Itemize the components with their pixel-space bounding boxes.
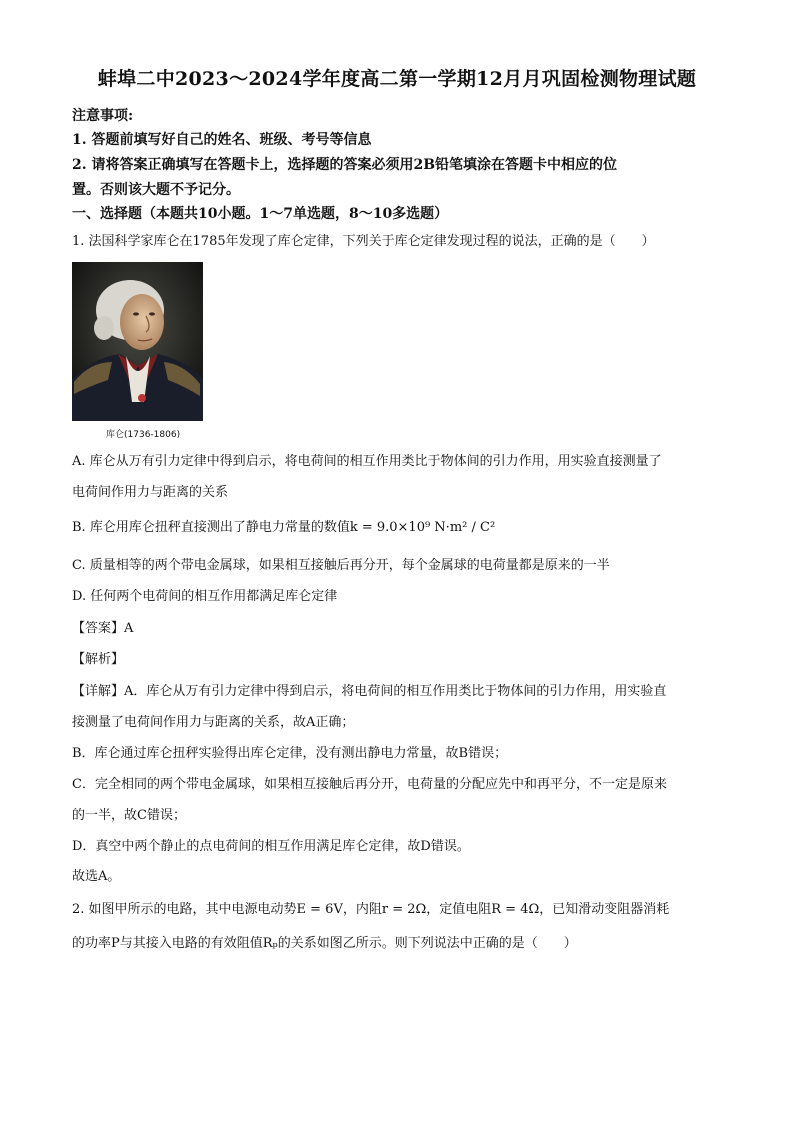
page-title: 蚌埠二中2023～2024学年度高二第一学期12月月巩固检测物理试题 [97,68,697,90]
question-2-line-1: 2. 如图甲所示的电路，其中电源电动势E = 6V，内阻r = 2Ω，定值电阻R = 4Ω，已知滑动变阻器消耗 [72,902,670,917]
question-1-option-a-line-2: 电荷间作用力与距离的关系 [72,485,229,500]
detail-line-5: 的一半，故C错误； [72,808,186,823]
conclusion: 故选A。 [72,869,121,884]
question-1-stem: 1. 法国科学家库仑在1785年发现了库仑定律，下列关于库仑定律发现过程的说法，正确的是（ ） [72,234,655,249]
detail-line-2: 接测量了电荷间作用力与距离的关系，故A正确； [72,715,355,730]
analysis-label: 【解析】 [72,652,125,667]
section-heading: 一、选择题（本题共10小题。1～7单选题，8～10多选题） [72,206,449,222]
coulomb-portrait-image [72,262,203,421]
question-1-option-c: C. 质量相等的两个带电金属球，如果相互接触后再分开，每个金属球的电荷量都是原来的一半 [72,558,610,573]
question-1-option-d: D. 任何两个电荷间的相互作用都满足库仑定律 [72,589,338,604]
detail-line-3: B．库仑通过库仑扭秤实验得出库仑定律，没有测出静电力常量，故B错误； [72,746,508,761]
question-2-line-2: 的功率P与其接入电路的有效阻值Rₚ的关系如图乙所示。则下列说法中正确的是（ ） [72,936,577,951]
portrait-caption: 库仑(1736-1806) [106,430,181,440]
question-1-option-a-line-1: A. 库仑从万有引力定律中得到启示，将电荷间的相互作用类比于物体间的引力作用，用实验直接测量了 [72,454,662,469]
notice-item-1: 1. 答题前填写好自己的姓名、班级、考号等信息 [72,132,372,148]
detail-line-6: D．真空中两个静止的点电荷间的相互作用满足库仑定律，故D错误。 [72,839,470,854]
detail-line-1: 【详解】A．库仑从万有引力定律中得到启示，将电荷间的相互作用类比于物体间的引力作用，用实验直 [72,684,667,699]
answer-label: 【答案】A [72,621,134,636]
notice-heading: 注意事项: [72,108,134,124]
question-1-option-b: B. 库仑用库仑扭秤直接测出了静电力常量的数值k = 9.0×10⁹ N·m² / C² [72,520,496,535]
notice-item-2-line-1: 2. 请将答案正确填写在答题卡上，选择题的答案必须用2B铅笔填涂在答题卡中相应的位 [72,157,618,173]
detail-line-4: C．完全相同的两个带电金属球，如果相互接触后再分开，电荷量的分配应先中和再平分，不一定是原来 [72,777,667,792]
notice-item-2-line-2: 置。否则该大题不予记分。 [72,182,240,198]
